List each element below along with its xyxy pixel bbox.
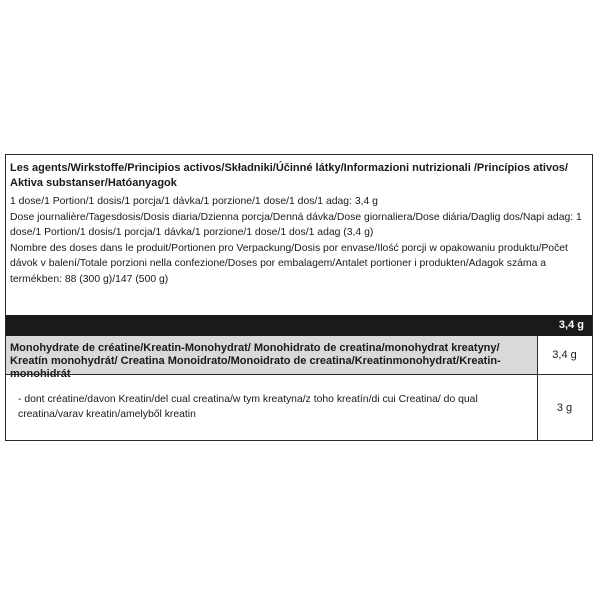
ingredient-value: 3,4 g — [552, 349, 577, 361]
dose-line: 1 dose/1 Portion/1 dosis/1 porcja/1 dávka/1 porzione/1 dose/1 dos/1 adag: 3,4 g — [10, 196, 378, 207]
nutrition-panel — [5, 154, 593, 441]
column-header-dose: 3,4 g — [558, 319, 584, 331]
table-row — [6, 374, 592, 441]
table-row — [6, 336, 592, 380]
daily-dose-line: Dose journalière/Tagesdosis/Dosis diaria/Dzienna porcja/Denná dávka/Dose giornaliera/Dose diária/Daglig dos/Napi adag: 1 dose/1 Portion/1 dosis/1 porcja/1 dávka/1 porzione/1 dose/1 dos/1 adag (3,4 g) — [10, 211, 582, 238]
table-header-bar — [6, 315, 592, 336]
servings-line: Nombre des doses dans le produit/Portionen pro Verpackung/Dosis por envase/Ilość porcji w opakowaniu produktu/Počet dávok v balení/Totale porzioni nella confezione/Doses por embalagem/Antalet portioner i produkten/Adagok száma a termékben: 88 (300 g)/147 (500 g) — [10, 242, 568, 285]
active-agents-title: Les agents/Wirkstoffe/Principios activos/Składniki/Účinné látky/Informazioni nutrizionali /Princípios ativos/ Aktiva substanser/Hatóanyagok — [10, 162, 568, 189]
ingredient-value: 3 g — [556, 402, 573, 414]
ingredient-name: - dont créatine/davon Kreatin/del cual creatina/w tym kreatyna/z toho kreatín/di cui Creatina/ do qual creatina/varav kreatin/amelyből kreatin — [6, 375, 538, 441]
ingredient-name: Monohydrate de créatine/Kreatin-Monohydrat/ Monohidrato de creatina/monohydrat kreatyny/ Kreatín monohydrát/ Creatina Monoidrato/Monoidrato de creatina/Kreatinmonohydrat/Kreatin-monohidrát — [6, 336, 538, 374]
panel-header — [6, 155, 592, 287]
